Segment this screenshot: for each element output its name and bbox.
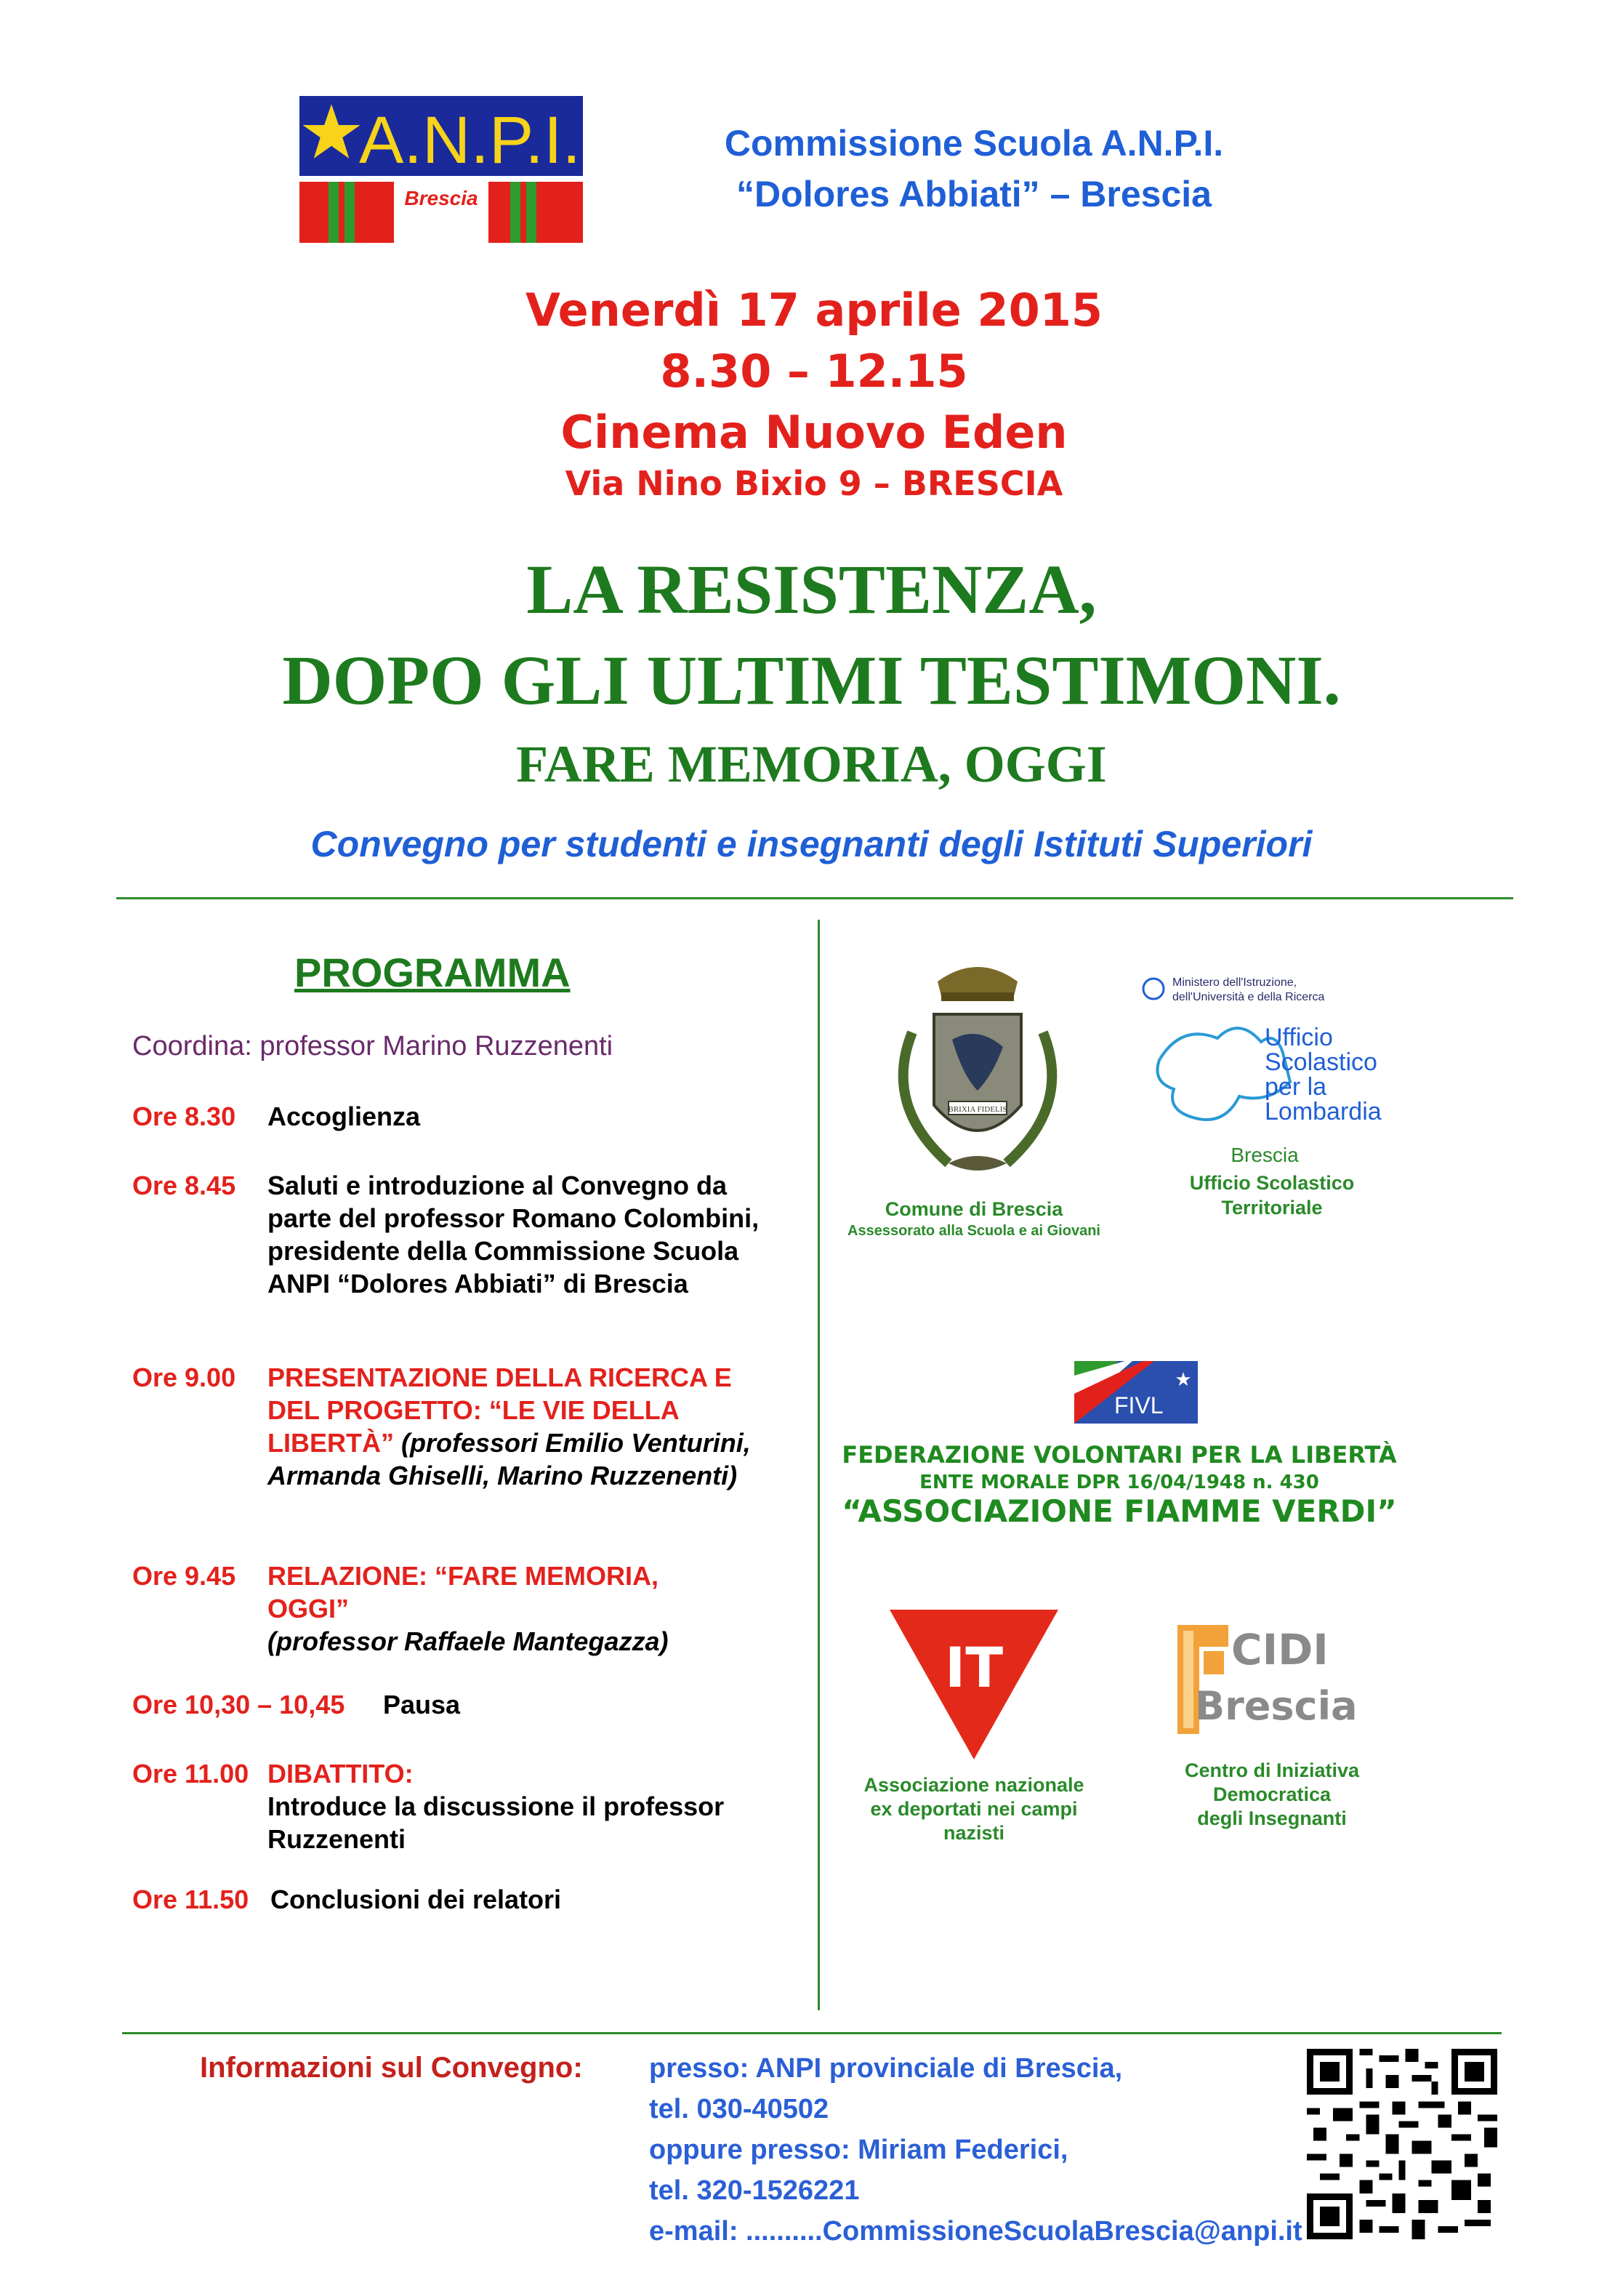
aned-caption2: ex deportati nei campi	[870, 1798, 1078, 1820]
fivl-badge	[1074, 1361, 1198, 1424]
comune-caption1: Comune di Brescia	[885, 1198, 1063, 1220]
cidi-mark2: Brescia	[1195, 1683, 1358, 1729]
usr-caption1: Ufficio Scolastico	[1189, 1172, 1355, 1194]
usr-ministry1: Ministero dell'Istruzione,	[1172, 976, 1297, 989]
program-desc	[267, 1560, 791, 1658]
cidi-mark1: CIDI	[1231, 1625, 1329, 1674]
aned-caption1: Associazione nazionale	[863, 1774, 1084, 1796]
title-line1: LA RESISTENZA,	[526, 550, 1097, 628]
event-address: Via Nino Bixio 9 – BRESCIA	[565, 464, 1063, 503]
info-label: Informazioni sul Convegno:	[200, 2052, 583, 2084]
aned-caption3: nazisti	[943, 1822, 1005, 1844]
subtitle: Convegno per studenti e insegnanti degli Istituti Superiori	[310, 824, 1313, 864]
usr-name4: Lombardia	[1265, 1098, 1382, 1125]
fivl-badge-text: FIVL	[1114, 1392, 1164, 1418]
aned-logo	[887, 1607, 1061, 1763]
program-time: Ore 11.00	[132, 1759, 249, 1789]
info-phone2: tel. 320-1526221	[649, 2175, 860, 2206]
anpi-logo-text: A.N.P.I.	[359, 103, 581, 177]
program-time: Ore 9.45	[132, 1561, 236, 1591]
star-icon: ★	[1175, 1369, 1192, 1391]
program-time: Ore 10,30 – 10,45	[132, 1690, 345, 1719]
info-address: presso: ANPI provinciale di Brescia,	[649, 2053, 1123, 2084]
cidi-caption2: Democratica	[1212, 1783, 1332, 1805]
usr-name2: Scolastico	[1265, 1048, 1377, 1076]
program-text: Conclusioni dei relatori	[270, 1884, 562, 1914]
info-phone1: tel. 030-40502	[649, 2094, 829, 2124]
usr-caption2: Territoriale	[1221, 1197, 1323, 1219]
program-time: Ore 8.45	[132, 1171, 236, 1200]
event-venue: Cinema Nuovo Eden	[560, 406, 1068, 459]
program-text: Pausa	[383, 1690, 461, 1719]
fivl-line3: “ASSOCIAZIONE FIAMME VERDI”	[842, 1493, 1397, 1529]
program-time: Ore 9.00	[132, 1362, 236, 1392]
program-coordinator: Coordina: professor Marino Ruzzenenti	[132, 1031, 613, 1061]
cidi-caption1: Centro di Iniziativa	[1184, 1759, 1360, 1781]
usr-city: Brescia	[1231, 1144, 1299, 1166]
org-name-line2: “Dolores Abbiati” – Brescia	[736, 174, 1212, 214]
program-time: Ore 11.50	[132, 1884, 249, 1914]
program-text: Accoglienza	[267, 1101, 421, 1131]
usr-name3: per la	[1265, 1073, 1327, 1101]
program-desc	[267, 1757, 791, 1855]
event-date: Venerdì 17 aprile 2015	[525, 284, 1103, 337]
usr-ministry2: dell'Università e della Ricerca	[1172, 991, 1325, 1003]
program-note: (professori Emilio Venturini, Armanda Ghiselli, Marino Ruzzenenti)	[267, 1428, 751, 1490]
cidi-caption3: degli Insegnanti	[1197, 1807, 1347, 1829]
fivl-line2: ENTE MORALE DPR 16/04/1948 n. 430	[919, 1472, 1319, 1493]
program-title: DIBATTITO:	[267, 1759, 414, 1789]
program-title: PRESENTAZIONE DELLA RICERCA E DEL PROGETTO: “LE VIE DELLA LIBERTÀ”	[267, 1362, 732, 1458]
info-alt-contact: oppure presso: Miriam Federici,	[649, 2135, 1068, 2165]
event-time: 8.30 – 12.15	[660, 345, 968, 398]
comune-crest	[869, 945, 1087, 1192]
cidi-logo	[1177, 1625, 1359, 1741]
title-line3: FARE MEMORIA, OGGI	[516, 735, 1107, 793]
bottom-divider	[122, 2032, 1502, 2034]
anpi-logo-city: Brescia	[404, 187, 478, 209]
top-divider	[116, 897, 1513, 899]
program-time: Ore 8.30	[132, 1101, 236, 1131]
column-divider	[818, 920, 820, 2010]
program-text: Saluti e introduzione al Convegno da parte del professor Romano Colombini, presidente della Commissione Scuola ANPI “Dolores Abbiati” di Brescia	[267, 1171, 760, 1298]
org-name-line1: Commissione Scuola A.N.P.I.	[724, 123, 1224, 164]
comune-motto: BRIXIA FIDELIS	[948, 1105, 1007, 1114]
program-note: (professor Raffaele Mantegazza)	[267, 1626, 669, 1656]
program-heading: PROGRAMMA	[294, 950, 571, 995]
comune-caption2: Assessorato alla Scuola e ai Giovani	[847, 1223, 1100, 1239]
program-text: Introduce la discussione il professor Ruzzenenti	[267, 1791, 725, 1854]
usr-name1: Ufficio	[1265, 1024, 1333, 1051]
fivl-line1: FEDERAZIONE VOLONTARI PER LA LIBERTÀ	[842, 1441, 1397, 1469]
info-email[interactable]: e-mail: ..........CommissioneScuolaBrescia@anpi.it	[649, 2216, 1302, 2247]
program-desc	[267, 1361, 791, 1492]
title-line2: DOPO GLI ULTIMI TESTIMONI.	[282, 641, 1341, 719]
program-title: RELAZIONE: “FARE MEMORIA, OGGI”	[267, 1561, 659, 1623]
anpi-logo	[299, 96, 583, 243]
qr-code[interactable]	[1307, 2049, 1497, 2239]
usr-logo	[1137, 973, 1414, 1176]
aned-mark: IT	[944, 1635, 1004, 1700]
